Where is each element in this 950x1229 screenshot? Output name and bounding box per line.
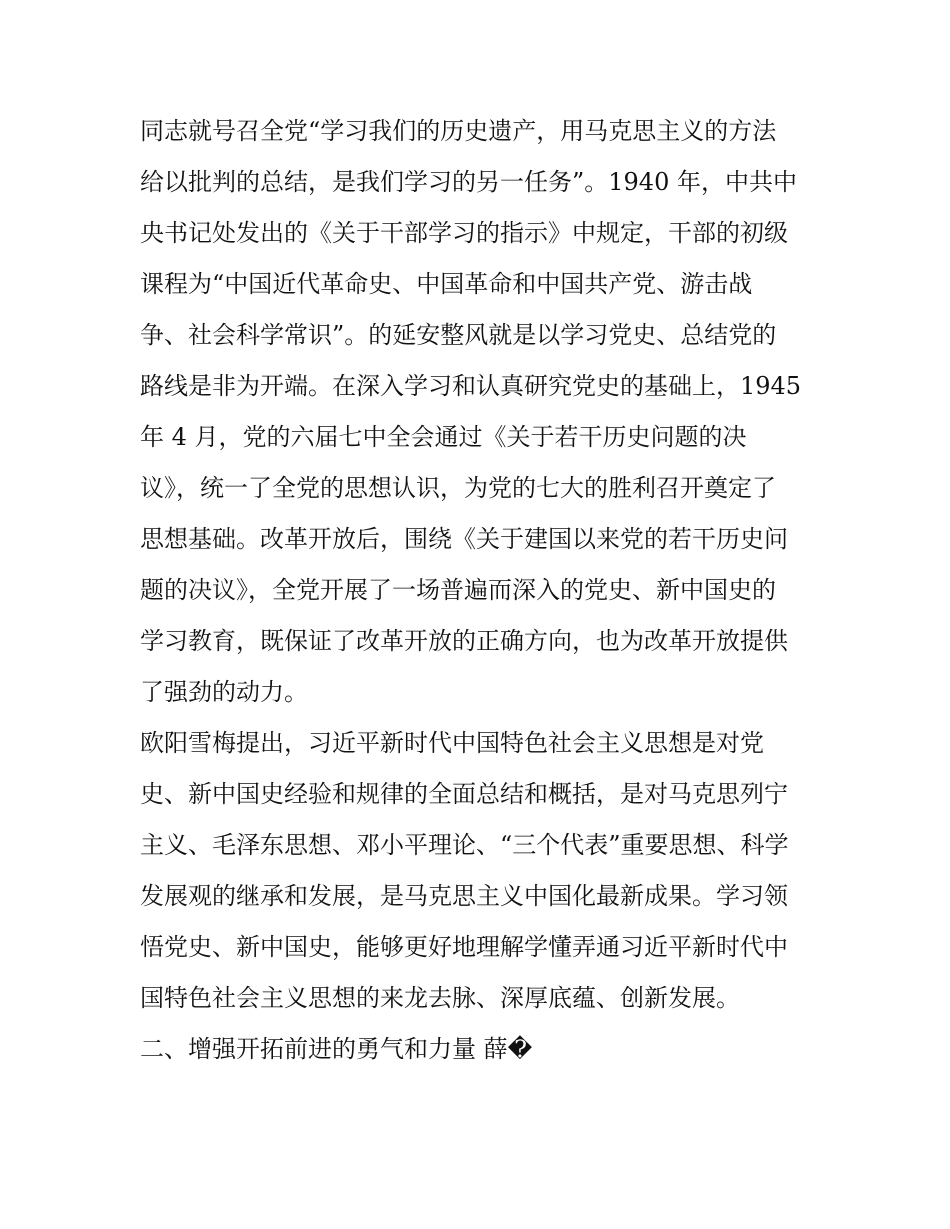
text-line-18: 国特色社会主义思想的来龙去脉、深厚底蕴、创新发展。 [140, 984, 740, 1012]
text-line-14: 史、新中国史经验和规律的全面总结和概括，是对马克思列宁 [140, 780, 788, 808]
section-heading: 二、增强开拓前进的勇气和力量 薛� [140, 1035, 533, 1063]
text-line-15: 主义、毛泽东思想、邓小平理论、“三个代表”重要思想、科学 [140, 831, 789, 859]
text-line-9: 思想基础。改革开放后，围绕《关于建国以来党的若干历史问 [140, 525, 788, 553]
text-line-6: 路线是非为开端。在深入学习和认真研究党史的基础上，1945 [140, 372, 802, 400]
text-line-10: 题的决议》，全党开展了一场普遍而深入的党史、新中国史的 [140, 576, 776, 604]
text-line-4: 课程为“中国近代革命史、中国革命和中国共产党、游击战 [140, 270, 753, 298]
text-line-8: 议》，统一了全党的思想认识，为党的七大的胜利召开奠定了 [140, 474, 776, 502]
text-line-7: 年 4 月，党的六届七中全会通过《关于若干历史问题的决 [140, 423, 747, 451]
text-line-3: 央书记处发出的《关于干部学习的指示》中规定，干部的初级 [140, 219, 788, 247]
text-line-17: 悟党史、新中国史，能够更好地理解学懂弄通习近平新时代中 [140, 933, 788, 961]
text-line-16: 发展观的继承和发展，是马克思主义中国化最新成果。学习领 [140, 882, 788, 910]
text-line-2: 给以批判的总结，是我们学习的另一任务”。1940 年，中共中 [140, 168, 797, 196]
document-body [140, 106, 820, 1075]
text-line-11: 学习教育，既保证了改革开放的正确方向，也为改革开放提供 [140, 627, 788, 655]
text-line-12: 了强劲的动力。 [140, 678, 308, 706]
text-line-5: 争、社会科学常识”。的延安整风就是以学习党史、总结党的 [140, 321, 777, 349]
text-line-1: 同志就号召全党“学习我们的历史遗产，用马克思主义的方法 [140, 117, 777, 145]
text-line-13: 欧阳雪梅提出，习近平新时代中国特色社会主义思想是对党 [140, 729, 764, 757]
